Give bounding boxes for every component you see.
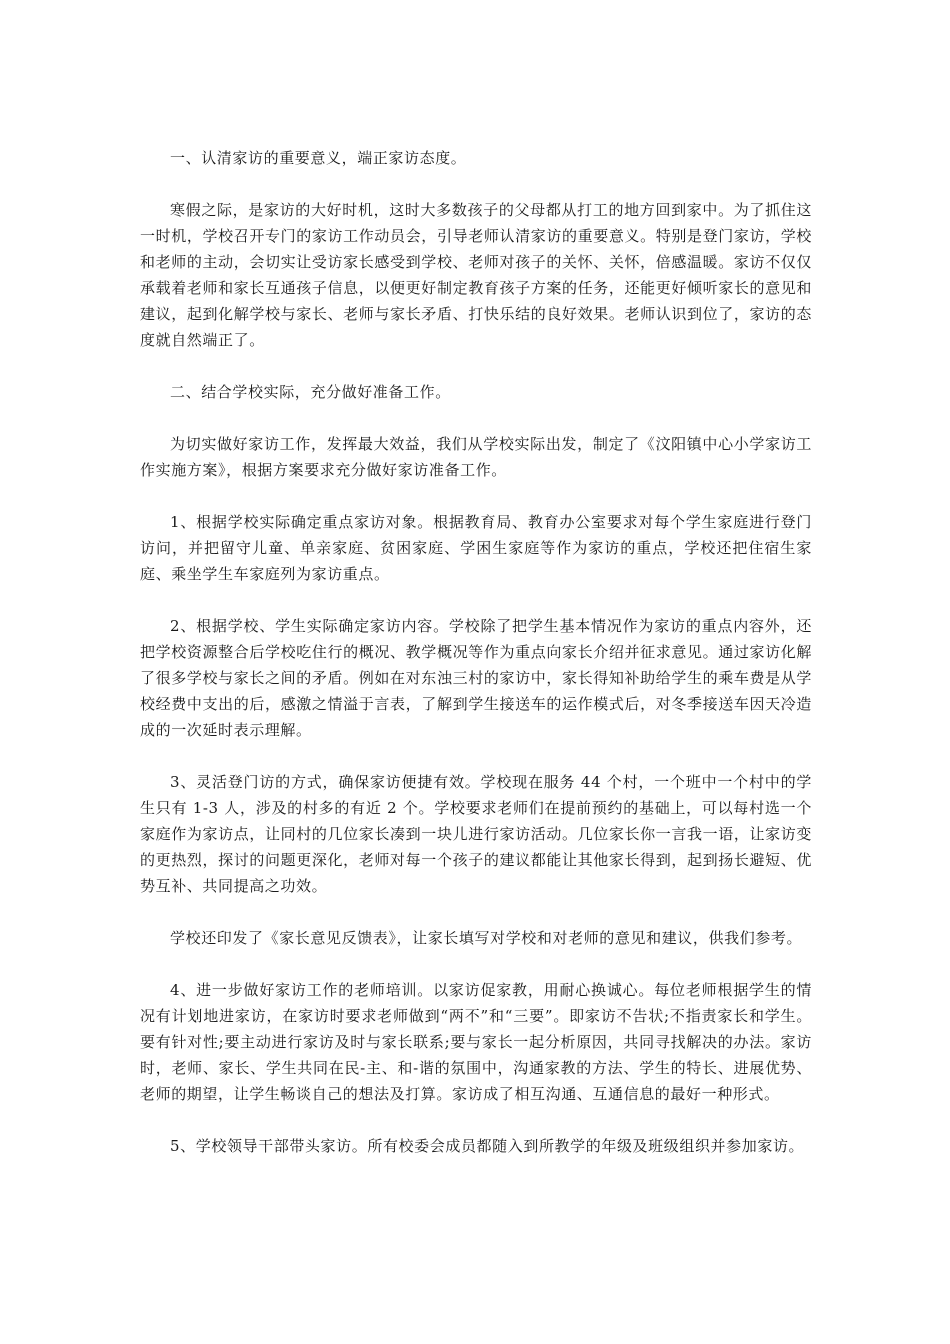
paragraph-6: 学校还印发了《家长意见反馈表》，让家长填写对学校和对老师的意见和建议，供我们参考。	[170, 929, 803, 947]
paragraph-4: 2、根据学校、学生实际确定家访内容。学校除了把学生基本情况作为家访的重点内容外，还把学校资源整合后学校吃住行的概况、教学概况等作为重点向家长介绍并征求意见。通过家访化解了很多学校与家长之间的矛盾。例如在对东浊三村的家访中，家长得知补助给学生的乘车费是从学校经费中支出的后，感激之情溢于言表，了解到学生接送车的运作模式后，对冬季接送车因天冷造成的一次延时表示理解。	[140, 617, 812, 739]
paragraph-1: 寒假之际，是家访的大好时机，这时大多数孩子的父母都从打工的地方回到家中。为了抓住这一时机，学校召开专门的家访工作动员会，引导老师认清家访的重要意义。特别是登门家访，学校和老师的主动，会切实让受访家长感受到学校、老师对孩子的关怀、关怀，倍感温暖。家访不仅仅承载着老师和家长互通孩子信息，以便更好制定教育孩子方案的任务，还能更好倾听家长的意见和建议，起到化解学校与家长、老师与家长矛盾、打快乐结的良好效果。老师认识到位了，家访的态度就自然端正了。	[140, 201, 812, 349]
paragraph-5: 3、灵活登门访的方式，确保家访便捷有效。学校现在服务 44 个村，一个班中一个村中的学生只有 1-3 人，涉及的村多的有近 2 个。学校要求老师们在提前预约的基础上，可以每村选一个家庭作为家访点，让同村的几位家长凑到一块儿进行家访活动。几位家长你一言我一语，让家访变的更热烈，探讨的问题更深化，老师对每一个孩子的建议都能让其他家长得到，起到扬长避短、优势互补、共同提高之功效。	[140, 773, 812, 895]
paragraph-8: 5、学校领导干部带头家访。所有校委会成员都随入到所教学的年级及班级组织并参加家访。	[170, 1137, 805, 1155]
section-heading-2: 二、结合学校实际，充分做好准备工作。	[170, 383, 451, 401]
section-heading-1: 一、认清家访的重要意义，端正家访态度。	[170, 149, 467, 167]
paragraph-7: 4、进一步做好家访工作的老师培训。以家访促家教，用耐心换诚心。每位老师根据学生的情况有计划地进家访，在家访时要求老师做到“两不”和“三要”。即家访不告状;不指责家长和学生。要有针对性;要主动进行家访及时与家长联系;要与家长一起分析原因，共同寻找解决的办法。家访时，老师、家长、学生共同在民-主、和-谐的氛围中，沟通家教的方法、学生的特长、进展优势、老师的期望，让学生畅谈自己的想法及打算。家访成了相互沟通、互通信息的最好一种形式。	[140, 981, 812, 1103]
document-body	[140, 145, 812, 1185]
paragraph-2: 为切实做好家访工作，发挥最大效益，我们从学校实际出发，制定了《汶阳镇中心小学家访工作实施方案》，根据方案要求充分做好家访准备工作。	[140, 435, 812, 479]
paragraph-3: 1、根据学校实际确定重点家访对象。根据教育局、教育办公室要求对每个学生家庭进行登门访问，并把留守儿童、单亲家庭、贫困家庭、学困生家庭等作为家访的重点，学校还把住宿生家庭、乘坐学生车家庭列为家访重点。	[140, 513, 812, 583]
